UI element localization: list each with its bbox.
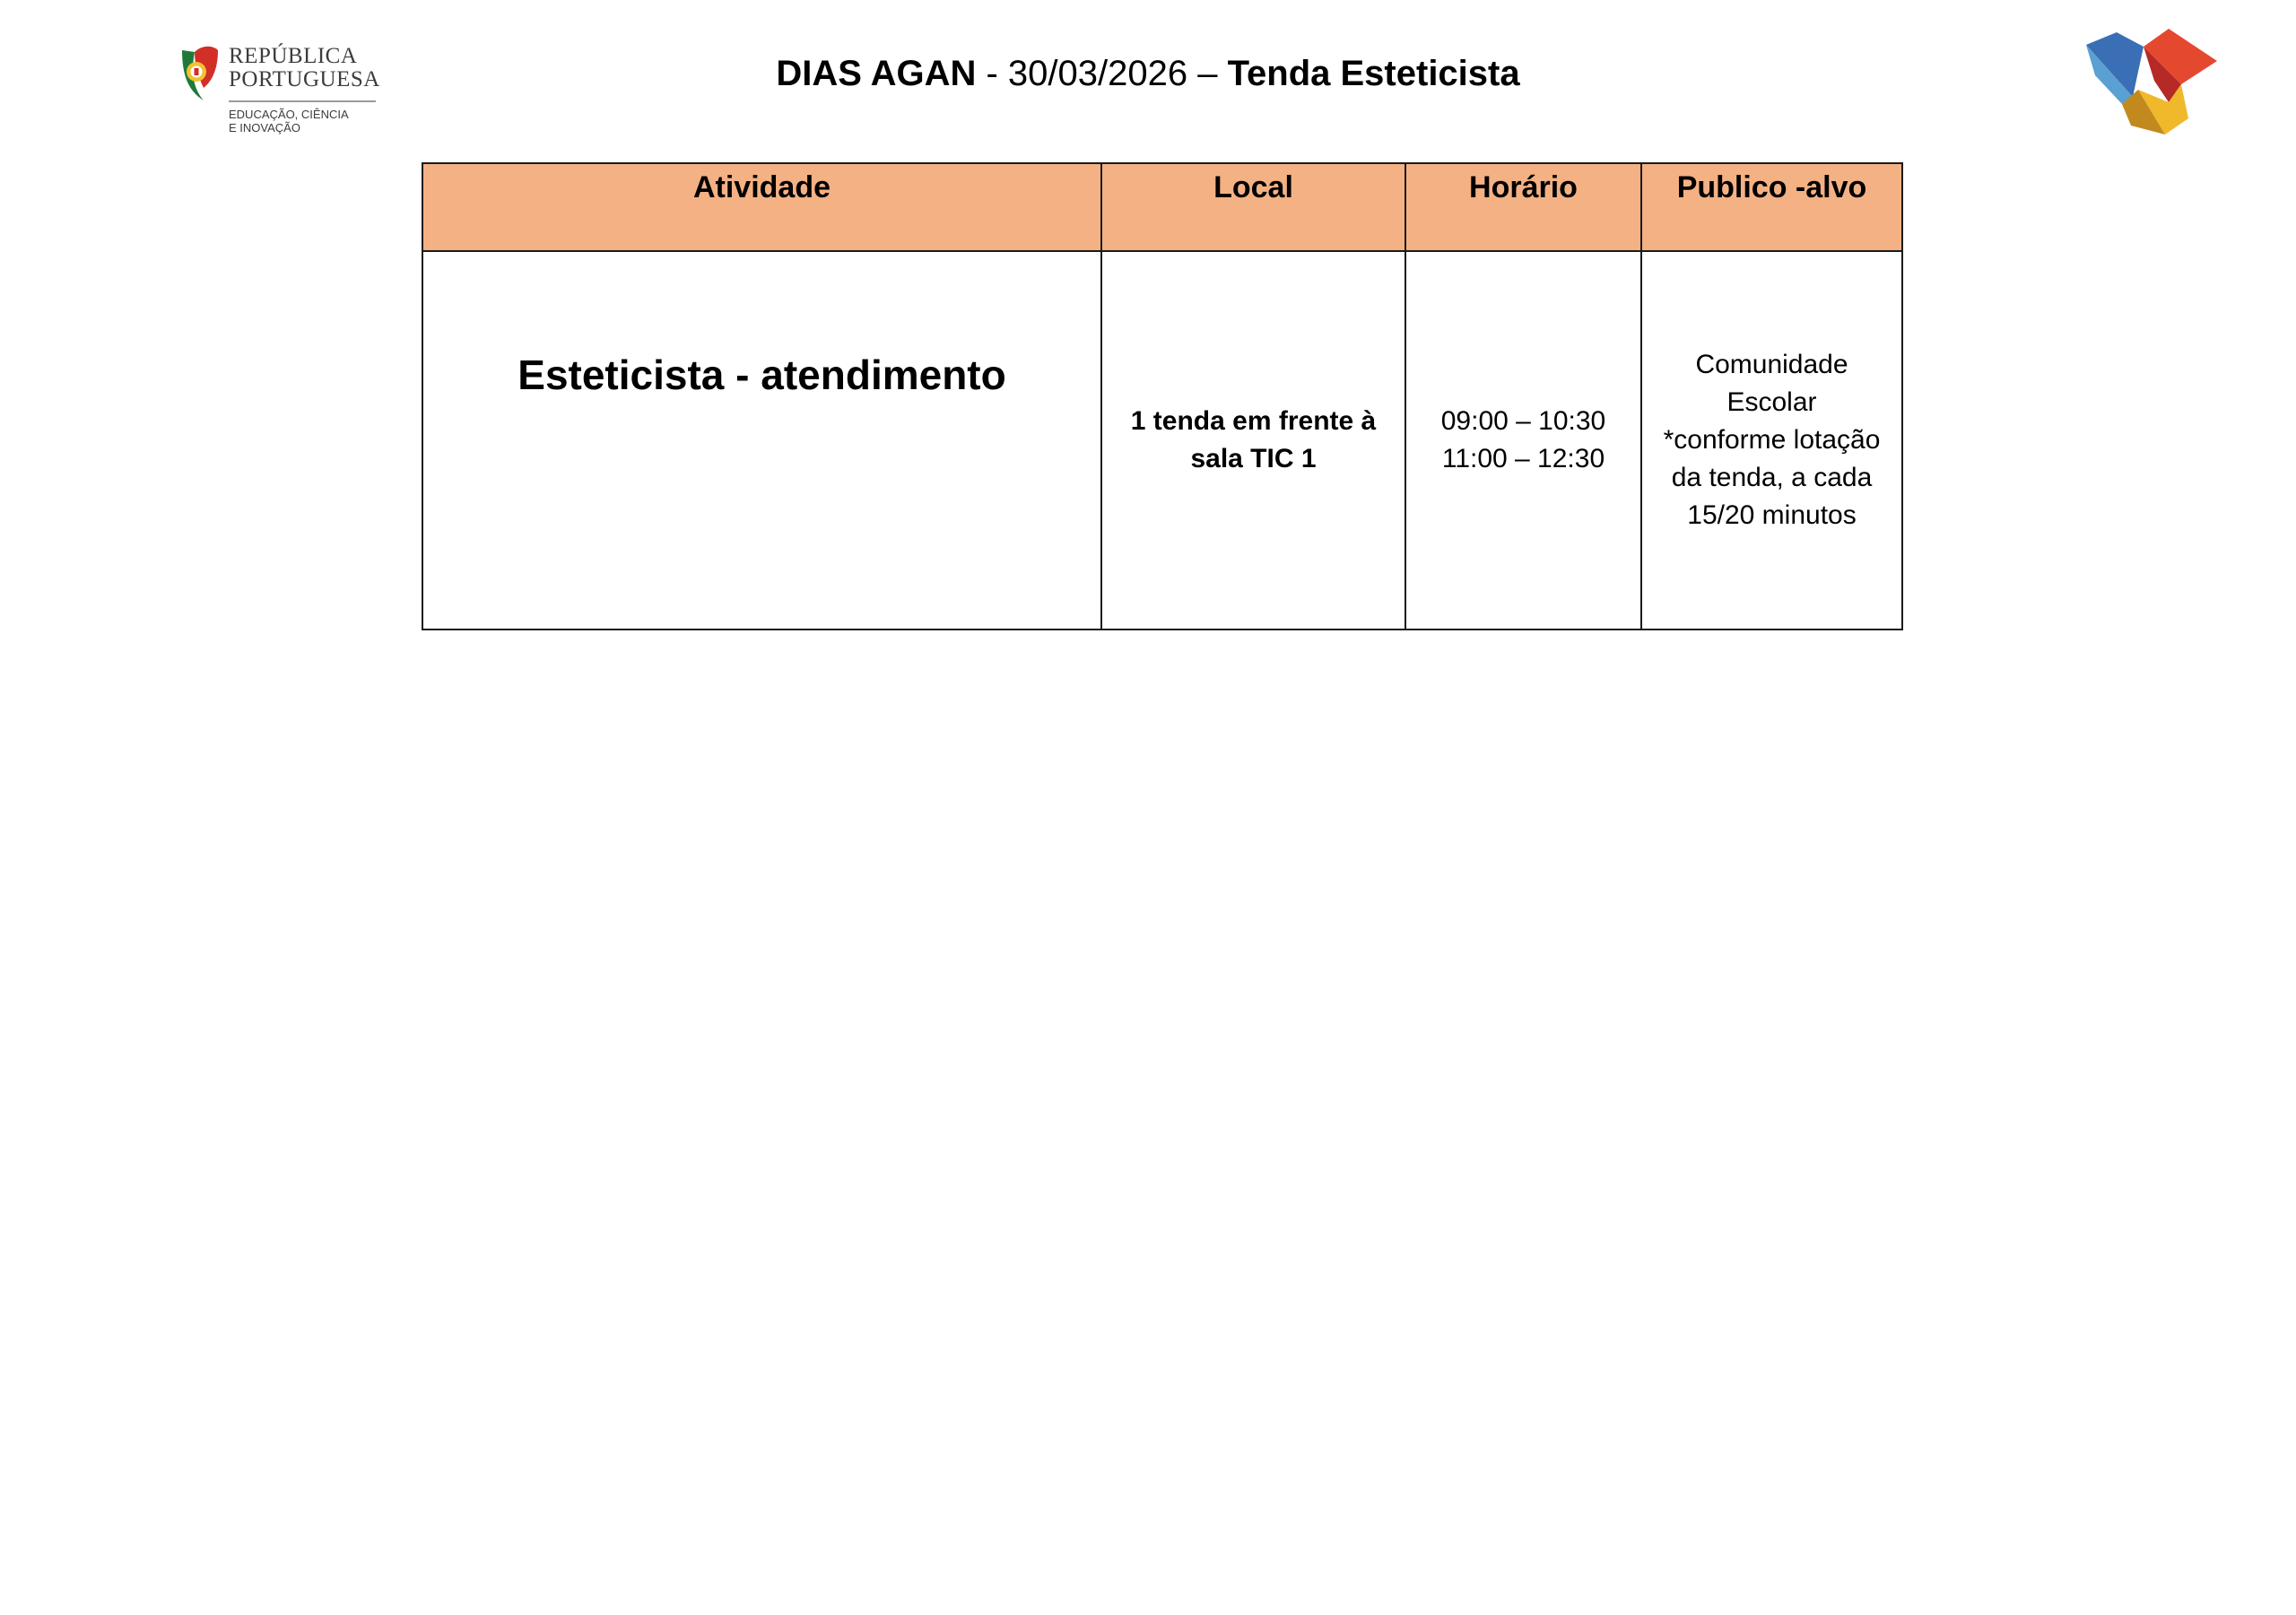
cell-audience bbox=[1641, 251, 1902, 630]
title-date: - 30/03/2026 – bbox=[976, 54, 1228, 93]
audience-line-1: Comunidade bbox=[1695, 350, 1848, 379]
ministry-name: EDUCAÇÃO, CIÊNCIA E INOVAÇÃO bbox=[229, 108, 349, 135]
time-slot-1: 09:00 – 10:30 bbox=[1440, 406, 1606, 436]
column-header-local: Local bbox=[1101, 163, 1405, 251]
activity-text: Esteticista - atendimento bbox=[517, 352, 1006, 398]
table-header-row bbox=[422, 163, 1902, 251]
cell-activity bbox=[422, 251, 1101, 630]
title-subject: Tenda Esteticista bbox=[1227, 54, 1520, 93]
geometric-cube-logo-icon bbox=[2083, 27, 2222, 140]
column-header-horario: Horário bbox=[1405, 163, 1641, 251]
audience-note-1: *conforme lotação bbox=[1663, 425, 1881, 455]
logo-divider bbox=[229, 100, 376, 102]
location-line-1: 1 tenda em frente à bbox=[1130, 406, 1377, 436]
cell-time bbox=[1405, 251, 1641, 630]
republica-portuguesa-wordmark: REPÚBLICA PORTUGUESA bbox=[229, 44, 380, 91]
audience-note-2: da tenda, a cada bbox=[1671, 463, 1873, 492]
column-header-publico-alvo: Publico -alvo bbox=[1641, 163, 1902, 251]
time-slot-2: 11:00 – 12:30 bbox=[1441, 444, 1605, 473]
title-event-name: DIAS AGAN bbox=[776, 54, 977, 93]
page-title bbox=[0, 50, 2296, 97]
location-line-2: sala TIC 1 bbox=[1190, 444, 1317, 473]
audience-note-3: 15/20 minutos bbox=[1687, 500, 1857, 530]
audience-line-2: Escolar bbox=[1726, 387, 1817, 417]
column-header-atividade: Atividade bbox=[422, 163, 1101, 251]
cell-location bbox=[1101, 251, 1405, 630]
schedule-table bbox=[422, 162, 1903, 630]
table-row bbox=[422, 251, 1902, 630]
